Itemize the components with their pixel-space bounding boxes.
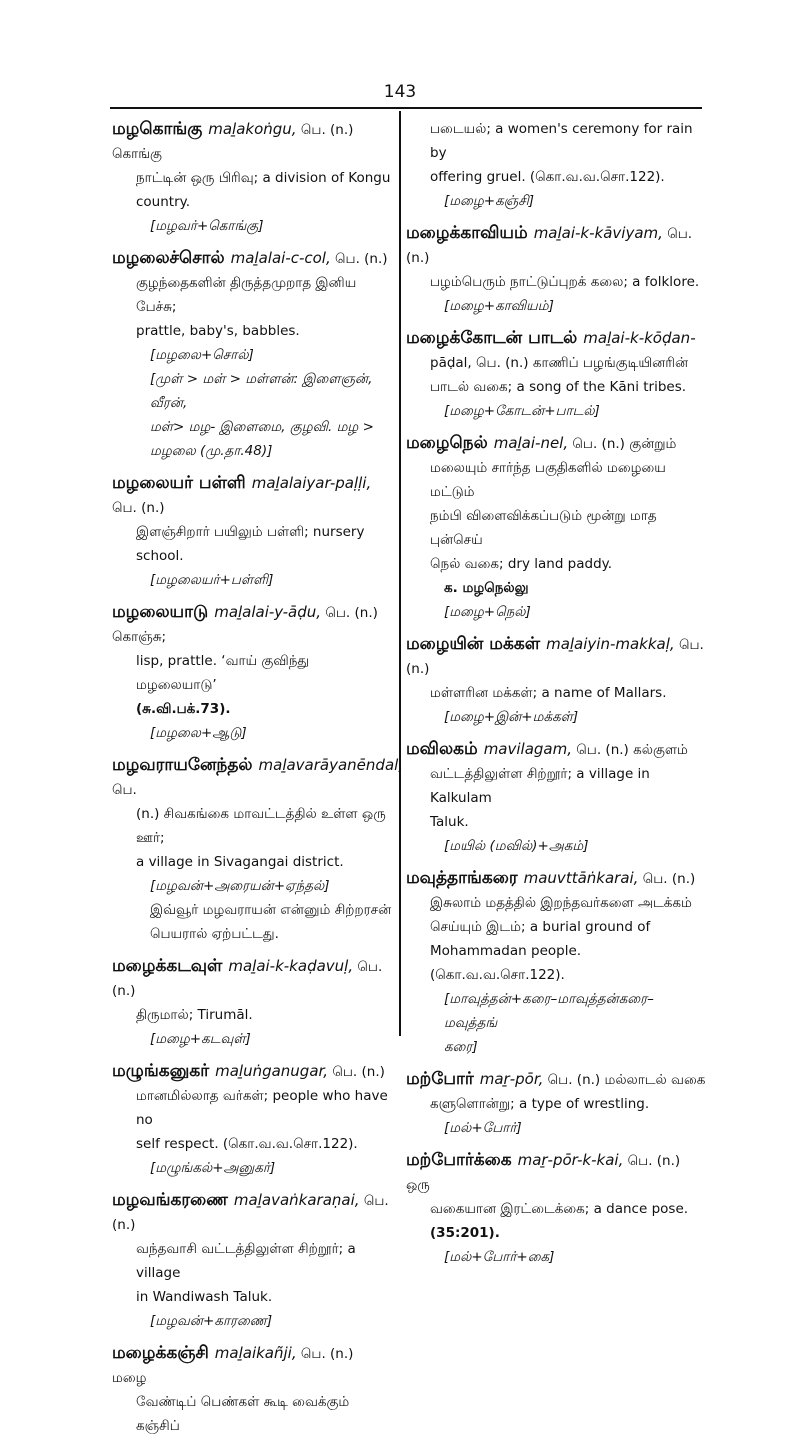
definition-text: நம்பி விளைவிக்கப்படும் மூன்று மாத புன்செய் — [430, 508, 657, 548]
dictionary-entry — [112, 1059, 392, 1180]
headword: மவிலகம் — [406, 739, 478, 759]
definition-text: பெ. (n.) — [642, 871, 696, 887]
definition-text: மானமில்லாத வர்கள்; people who have no — [136, 1088, 388, 1128]
definition-text: (n.) சிவகங்கை மாவட்டத்தில் உள்ள ஒரு ஊர்; — [136, 806, 386, 846]
headword: மழலையர் பள்ளி — [112, 473, 246, 493]
definition-text: பெ. (n.) கல்குளம் — [576, 742, 688, 758]
definition-text: வகையான இரட்டைக்கை; a dance pose. — [430, 1201, 689, 1217]
dictionary-entry — [406, 737, 706, 858]
transliteration: maṟ-pōr-k-kai, — [517, 1151, 624, 1169]
etymology: [மழலை+சொல்] — [150, 347, 254, 363]
left-column — [112, 117, 404, 1446]
etymology: [மழை+கோடன்+பாடல்] — [444, 403, 600, 419]
etymology-note: [முள் > மள் > மள்ளன்: இளைஞன், வீரன், — [150, 371, 373, 411]
dictionary-entry — [406, 431, 706, 624]
transliteration: mavilagam, — [483, 740, 572, 758]
definition-text: இசுலாம் மதத்தில் இறந்தவர்களை அடக்கம் — [430, 895, 692, 911]
definition-text: பெ. (n.) — [112, 959, 383, 999]
definition-text: பெ. (n.) — [335, 251, 388, 267]
definition-text: பழம்பெரும் நாட்டுப்புறக் கலை; a folklore. — [430, 274, 700, 290]
dictionary-entry — [406, 1148, 706, 1269]
headword: மழைநெல் — [406, 433, 488, 453]
headword: மற்போர்க்கை — [406, 1150, 512, 1170]
transliteration: maḻavaṅkaraṇai, — [233, 1191, 360, 1209]
definition-text: பெ. (n.) கொங்கு — [112, 122, 354, 162]
headword: மவுத்தாங்கரை — [406, 868, 518, 888]
definition-text: செய்யும் இடம்; a burial ground of — [430, 919, 651, 935]
headword: மழைக்கோடன் பாடல் — [406, 328, 578, 348]
dictionary-entry — [112, 753, 404, 946]
headword: மழைக்காவியம் — [406, 223, 528, 243]
definition-text: பெ. (n.) — [112, 500, 165, 516]
definition-text: Taluk. — [430, 814, 469, 830]
transliteration: maḻalai-c-col, — [230, 249, 331, 267]
definition-text: country. — [136, 194, 190, 210]
definition-text: மள்ளரின மக்கள்; a name of Mallars. — [430, 685, 667, 701]
dictionary-entry — [406, 632, 706, 729]
dictionary-entry — [112, 1188, 392, 1333]
note-text: இவ்வூர் மழவராயன் என்னும் சிற்றரசன் — [150, 902, 392, 918]
dictionary-entry-continued — [406, 117, 706, 213]
etymology: [மழை+கஞ்சி] — [444, 193, 535, 209]
headword: மற்போர் — [406, 1069, 474, 1089]
transliteration: maṟ-pōr, — [479, 1070, 544, 1088]
definition-text: வந்தவாசி வட்டத்திலுள்ள சிற்றூர்; a village — [136, 1241, 356, 1281]
transliteration: maḻuṅganugar, — [215, 1062, 329, 1080]
dictionary-entry — [406, 221, 706, 318]
definition-text: பெ. (n.) — [406, 226, 693, 266]
dictionary-entry — [112, 1341, 392, 1438]
etymology: [மயில் (மவில்)+அகம்] — [444, 838, 589, 854]
headword: மழைக்கடவுள் — [112, 956, 223, 976]
citation: (35:201). — [430, 1225, 500, 1241]
definition-text: வட்டத்திலுள்ள சிற்றூர்; a village in Kalkulam — [430, 766, 650, 806]
etymology-note: மள்> மழ- இளைமை, குழவி. மழ > மழலை (மு.தா.48)] — [150, 419, 374, 459]
transliteration: maḻai-k-kaḍavuḷ, — [228, 957, 354, 975]
dictionary-entry — [112, 246, 392, 463]
definition-text: இளஞ்சிறார் பயிலும் பள்ளி; nursery school. — [136, 524, 365, 564]
definition-text: பெ. (n.) மழை — [112, 1346, 354, 1386]
transliteration: mauvttāṅkarai, — [523, 869, 639, 887]
headword: மழகொங்கு — [112, 119, 203, 139]
dictionary-entry — [406, 1067, 706, 1140]
transliteration: maḻai-k-kāviyam, — [533, 224, 663, 242]
definition-text: பெ. (n.) — [112, 1193, 389, 1233]
citation: (சு.வி.பக்.73). — [136, 701, 231, 717]
definition-text: பெ. — [112, 782, 137, 798]
etymology: [மழவன்+காரணை] — [150, 1313, 273, 1329]
definition-text: வேண்டிப் பெண்கள் கூடி வைக்கும் கஞ்சிப் — [136, 1394, 350, 1434]
etymology: [மழலையர்+பள்ளி] — [150, 572, 274, 588]
etymology: கரை] — [444, 1039, 478, 1055]
etymology: [மழை+காவியம்] — [444, 298, 554, 314]
definition-text: பாடல் வகை; a song of the Kāni tribes. — [430, 379, 687, 395]
transliteration: maḻaiyin-makkaḷ, — [546, 635, 675, 653]
definition-text: self respect. (கொ.வ.வ.சொ.122). — [136, 1136, 358, 1152]
transliteration: maḻai-nel, — [493, 434, 569, 452]
headword: மழலைச்சொல் — [112, 248, 225, 268]
etymology: [மழை+நெல்] — [444, 604, 531, 620]
column-divider — [399, 111, 401, 1036]
dictionary-entry — [406, 866, 706, 1059]
definition-text: பெ. (n.) — [332, 1064, 385, 1080]
header-rule — [110, 107, 702, 109]
transliteration: maḻavarāyanēndal, — [258, 756, 404, 774]
headword: மழுங்கனுகர் — [112, 1061, 210, 1081]
headword: மழைக்கஞ்சி — [112, 1343, 209, 1363]
definition-text: நாட்டின் ஒரு பிரிவு; a division of Kongu — [136, 170, 391, 186]
etymology: [மழுங்கல்+அனுகர்] — [150, 1160, 276, 1176]
etymology: [மல்+போர்] — [444, 1120, 522, 1136]
definition-text: prattle, baby's, babbles. — [136, 323, 300, 339]
etymology: [மழை+இன்+மக்கள்] — [444, 709, 579, 725]
note-text: பெயரால் ஏற்பட்டது. — [150, 926, 279, 942]
etymology: [மழலை+ஆடு] — [150, 725, 247, 741]
headword: மழவங்கரணை — [112, 1190, 228, 1210]
definition-text: பெ. (n.) குன்றும் — [572, 436, 677, 452]
transliteration: maḻakoṅgu, — [208, 120, 297, 138]
etymology: [மழவர்+கொங்கு] — [150, 218, 264, 234]
right-column — [406, 117, 706, 1277]
definition-text: குழந்தைகளின் திருத்தமுறாத இனிய பேச்சு; — [136, 275, 357, 315]
dictionary-entry — [112, 471, 392, 592]
headword: மழையின் மக்கள் — [406, 634, 541, 654]
definition-text: lisp, prattle. ‘வாய் குவிந்து மழலையாடு’ — [136, 653, 310, 693]
etymology: [மல்+போர்+கை] — [444, 1249, 555, 1265]
definition-text: பெ. (n.) மல்லாடல் வகை — [547, 1072, 706, 1088]
etymology: [மழை+கடவுள்] — [150, 1031, 251, 1047]
transliteration: maḻaikañji, — [214, 1344, 297, 1362]
dictionary-entry — [406, 326, 706, 423]
headword: மழலையாடு — [112, 602, 209, 622]
dictionary-entry — [112, 117, 392, 238]
definition-text: நெல் வகை; dry land paddy. — [430, 556, 613, 572]
definition-text: a village in Sivagangai district. — [136, 854, 344, 870]
definition-text: pāḍal, பெ. (n.) காணிப் பழங்குடியினரின் — [430, 355, 689, 371]
definition-text: களுளொன்று; a type of wrestling. — [430, 1096, 650, 1112]
dictionary-entry — [112, 954, 392, 1051]
cognate-label: க. மழநெல்லு — [444, 580, 529, 596]
etymology: [மாவுத்தன்+கரை–மாவுத்தன்கரை–மவுத்தங் — [444, 991, 654, 1031]
transliteration: maḻalai-y-āḍu, — [214, 603, 322, 621]
page-number: 143 — [383, 82, 417, 102]
transliteration: maḻalaiyar-paḷḷi, — [251, 474, 372, 492]
etymology: [மழவன்+அரையன்+ஏந்தல்] — [150, 878, 330, 894]
headword: மழவராயனேந்தல் — [112, 755, 253, 775]
definition-text: பெ. (n.) கொஞ்சு; — [112, 605, 378, 645]
definition-text: Mohammadan people. (கொ.வ.வ.சொ.122). — [430, 943, 582, 983]
definition-text: offering gruel. (கொ.வ.வ.சொ.122). — [430, 169, 665, 185]
definition-text: மலையும் சார்ந்த பகுதிகளில் மழையை மட்டும் — [430, 460, 666, 500]
transliteration: maḻai-k-kōḍan- — [583, 329, 696, 347]
dictionary-entry — [112, 600, 392, 745]
definition-text: படையல்; a women's ceremony for rain by — [430, 121, 693, 161]
definition-text: திருமால்; Tirumāl. — [136, 1007, 253, 1023]
definition-text: in Wandiwash Taluk. — [136, 1289, 273, 1305]
definition-text: பெ. (n.) — [406, 637, 704, 677]
definition-text: பெ. (n.) ஒரு — [406, 1153, 681, 1193]
